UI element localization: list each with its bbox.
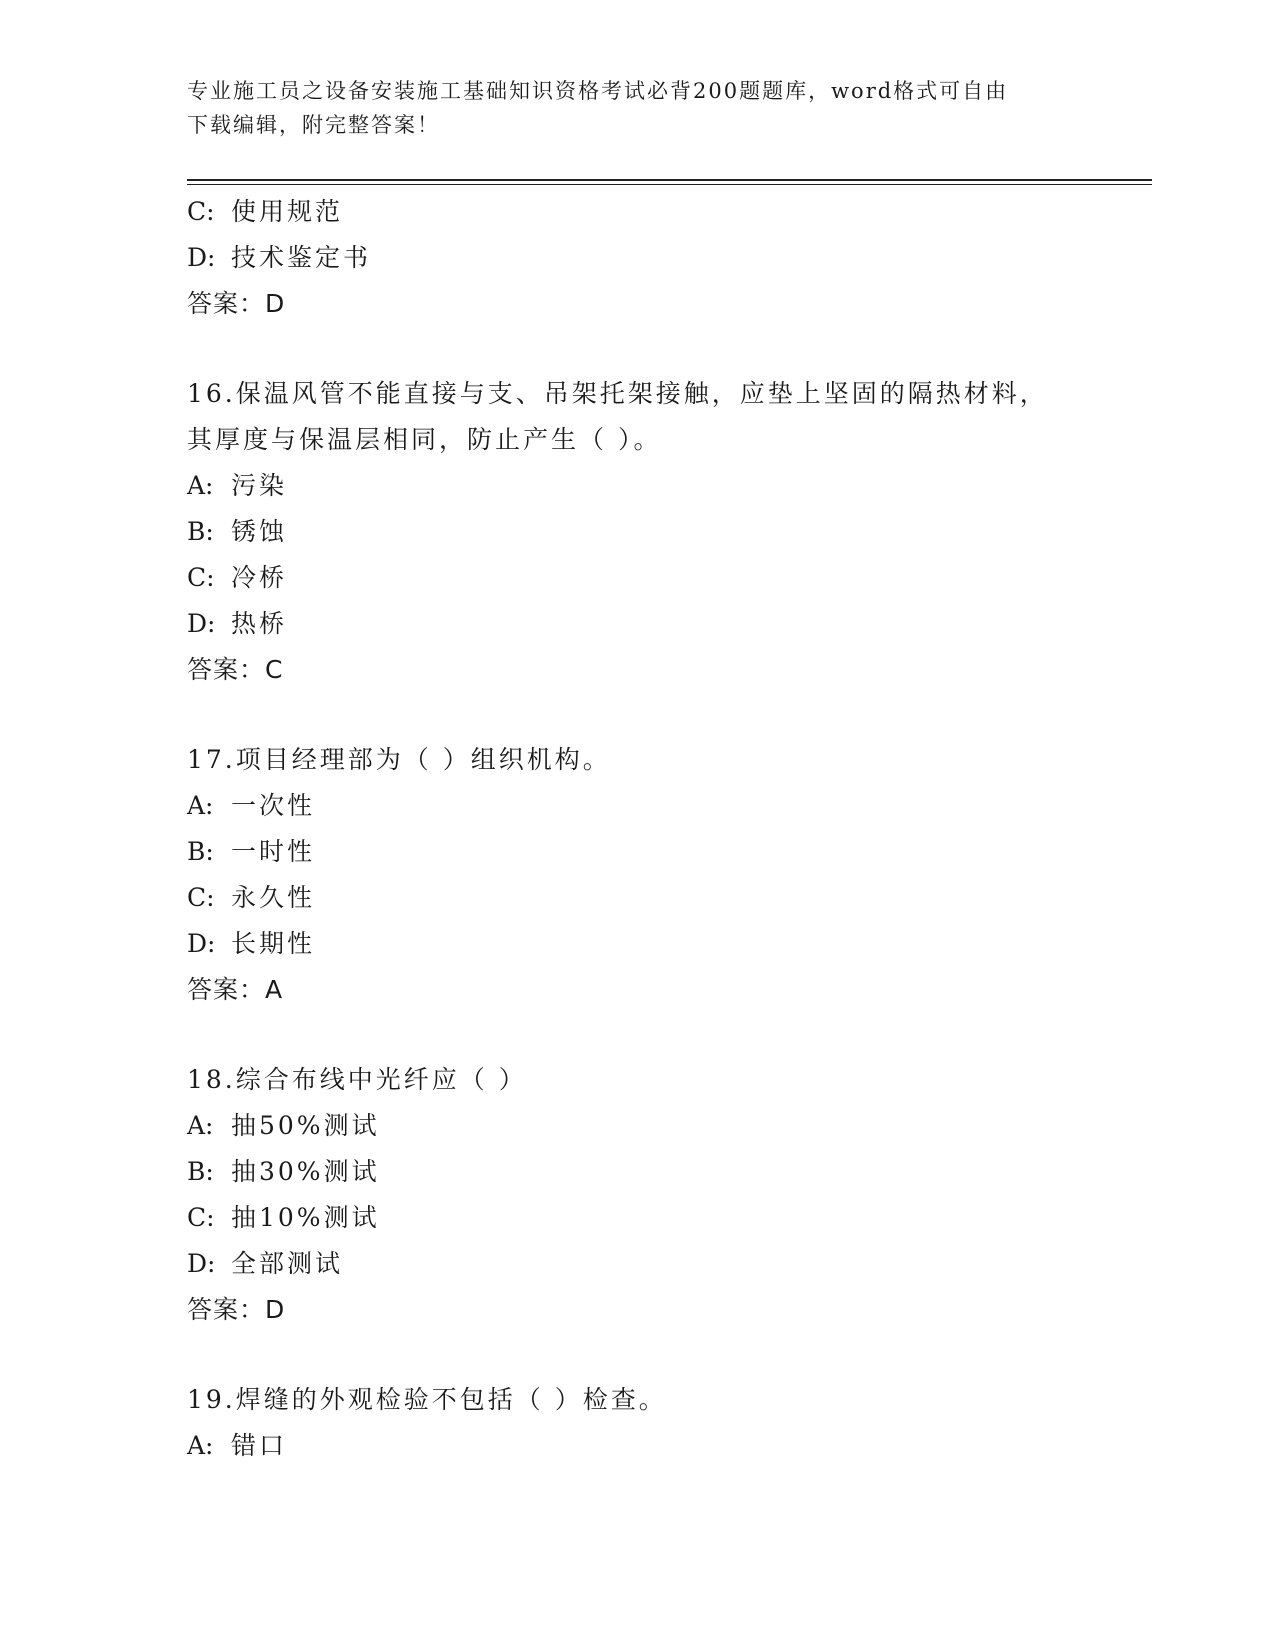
header-divider-thin: [187, 184, 1152, 185]
option-line: [187, 463, 1087, 509]
option-line: [187, 921, 1087, 967]
option-line: [187, 235, 1087, 281]
option-text: 使用规范: [231, 197, 344, 226]
option-text: 抽30%测试: [231, 1157, 380, 1186]
question-stem-line: 18.综合布线中光纤应（ ）: [187, 1065, 527, 1094]
option-line: [187, 875, 1087, 921]
option-line: [187, 509, 1087, 555]
option-text: 冷桥: [231, 563, 288, 592]
option-label: D:: [187, 609, 216, 638]
option-label: A:: [187, 471, 214, 500]
question-stem-line: 19.焊缝的外观检验不包括（ ）检查。: [187, 1385, 667, 1414]
option-text: 长期性: [231, 929, 316, 958]
option-line: [187, 1103, 1087, 1149]
option-text: 热桥: [231, 609, 288, 638]
option-label: D:: [187, 243, 216, 272]
option-text: 全部测试: [231, 1249, 344, 1278]
question-block: [187, 371, 1087, 693]
answer-line: 答案：D: [187, 1295, 286, 1324]
option-text: 错口: [231, 1431, 288, 1460]
question-stem-line: 17.项目经理部为（ ）组织机构。: [187, 745, 611, 774]
header-divider-thick: [187, 179, 1152, 181]
option-label: A:: [187, 1431, 214, 1460]
option-line: [187, 1241, 1087, 1287]
option-line: [187, 1195, 1087, 1241]
option-label: B:: [187, 837, 214, 866]
header-line-2: 下载编辑，附完整答案！: [187, 113, 440, 137]
option-label: A:: [187, 791, 214, 820]
option-text: 永久性: [231, 883, 316, 912]
question-block: [187, 1057, 1087, 1333]
option-line: [187, 555, 1087, 601]
question-content: [187, 189, 1087, 1469]
option-text: 一时性: [231, 837, 316, 866]
answer-line: 答案：D: [187, 289, 286, 318]
option-label: C:: [187, 1203, 215, 1232]
option-line: [187, 601, 1087, 647]
option-text: 锈蚀: [231, 517, 288, 546]
option-text: 抽10%测试: [231, 1203, 380, 1232]
question-stem-line: 其厚度与保温层相同，防止产生（ ）。: [187, 425, 662, 454]
option-label: C:: [187, 197, 215, 226]
option-text: 技术鉴定书: [231, 243, 372, 272]
option-line: [187, 829, 1087, 875]
option-label: C:: [187, 563, 215, 592]
prev-question-block: [187, 189, 1087, 327]
answer-line: 答案：A: [187, 975, 284, 1004]
option-line: [187, 1149, 1087, 1195]
option-line: [187, 783, 1087, 829]
option-label: D:: [187, 929, 216, 958]
option-text: 一次性: [231, 791, 316, 820]
option-label: B:: [187, 1157, 214, 1186]
answer-line: 答案：C: [187, 655, 284, 684]
option-label: C:: [187, 883, 215, 912]
option-label: B:: [187, 517, 214, 546]
option-label: A:: [187, 1111, 214, 1140]
option-text: 抽50%测试: [231, 1111, 380, 1140]
option-text: 污染: [231, 471, 288, 500]
question-block: [187, 1377, 1087, 1469]
question-block: [187, 737, 1087, 1013]
header-line-1: 专业施工员之设备安装施工基础知识资格考试必背200题题库，word格式可自由: [187, 79, 1009, 103]
option-label: D:: [187, 1249, 216, 1278]
page-header: [187, 74, 1067, 142]
option-line: [187, 189, 1087, 235]
question-stem-line: 16.保温风管不能直接与支、吊架托架接触，应垫上坚固的隔热材料，: [187, 379, 1048, 408]
option-line: [187, 1423, 1087, 1469]
